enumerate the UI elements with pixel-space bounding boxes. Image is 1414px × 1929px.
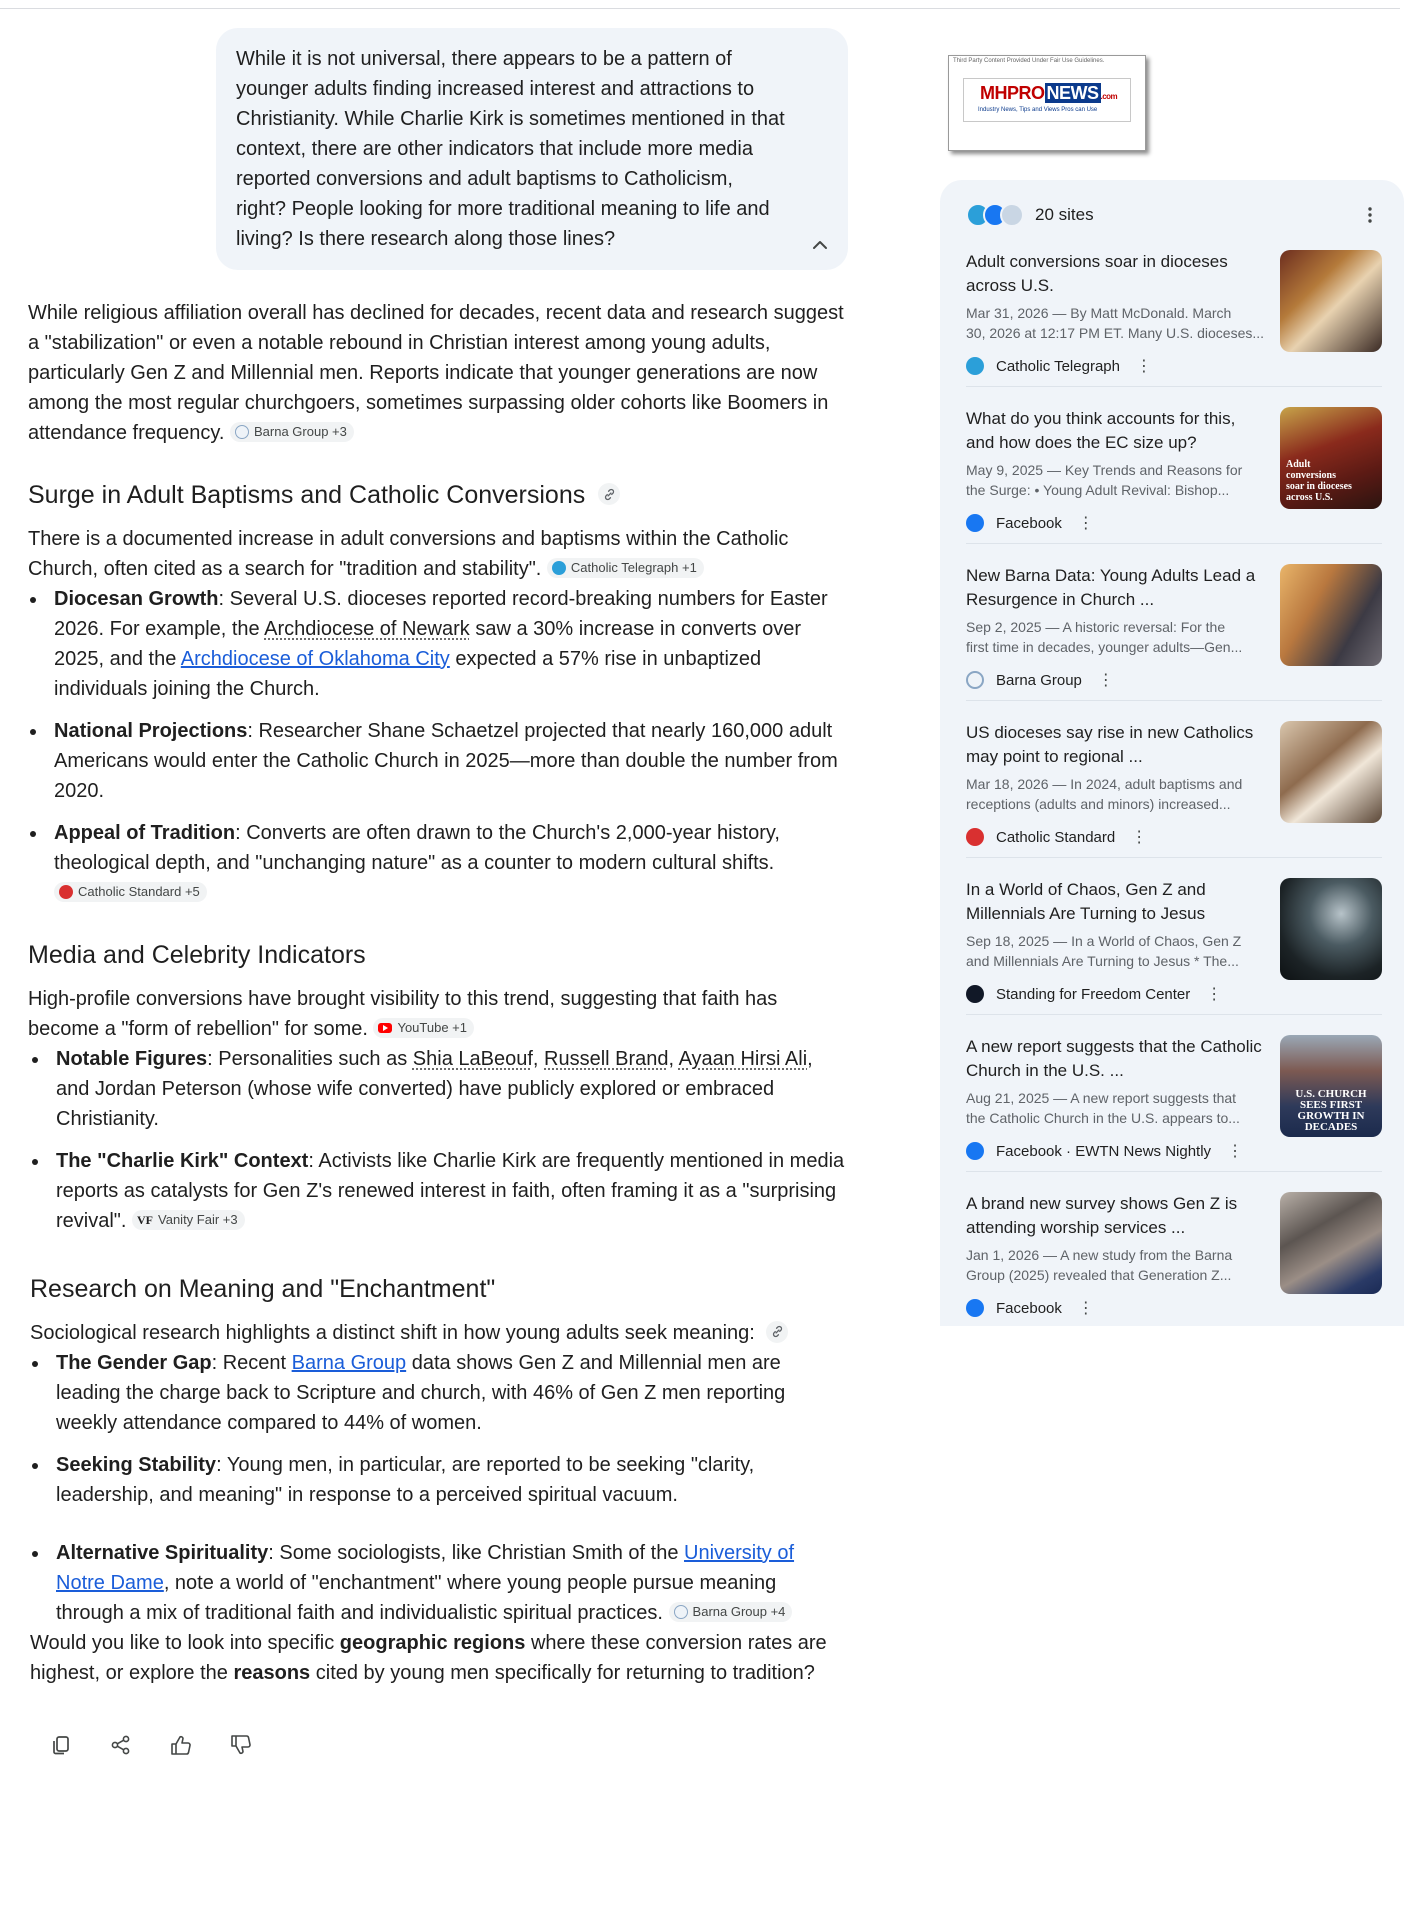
- source-card-meta: [966, 1141, 1243, 1161]
- thumbs-down-icon[interactable]: [226, 1730, 256, 1760]
- thumbnail-caption: Adult conversions soar in dioceses across U.S.: [1286, 459, 1352, 503]
- source-card-meta: [966, 827, 1147, 847]
- source-chip-label: Catholic Standard +5: [78, 883, 200, 899]
- closing-text: where these conversion rates are highest, or explore the: [30, 1632, 827, 1684]
- section-heading-media: Media and Celebrity Indicators: [28, 941, 366, 969]
- source-name: Facebook: [996, 1299, 1062, 1317]
- list-item: [28, 818, 848, 908]
- source-name: Barna Group: [996, 671, 1082, 689]
- source-card-snippet: [966, 774, 1266, 814]
- snippet-line: Mar 31, 2026 — By Matt McDonald. March: [966, 305, 1232, 321]
- intro-paragraph: [28, 298, 848, 448]
- source-favicon-stack: [966, 203, 1017, 227]
- link-shia-labeouf[interactable]: Shia LaBeouf: [412, 1048, 533, 1070]
- user-query-bubble: [216, 28, 848, 270]
- snippet-line: the Catholic Church in the U.S. appears to...: [966, 1110, 1240, 1126]
- thumbs-up-icon[interactable]: [166, 1730, 196, 1760]
- source-card-snippet: [966, 931, 1266, 971]
- sources-panel: [940, 180, 1404, 1326]
- bullet-text: saw a 30% increase in converts over 2025, and the: [54, 618, 802, 670]
- source-card-meta: [966, 513, 1094, 533]
- source-cards: [966, 230, 1382, 1329]
- list-item: [28, 584, 848, 704]
- bullet-text: : Researcher Shane Schaetzel projected that nearly 160,000 adult Americans would enter the Catholic Church in 2025—more than double the number from 2020.: [54, 720, 838, 802]
- snippet-line: the Surge: • Young Adult Revival: Bishop...: [966, 482, 1230, 498]
- link-icon[interactable]: [598, 483, 620, 505]
- list-item: [30, 1538, 848, 1628]
- link-russell-brand[interactable]: Russell Brand: [544, 1048, 669, 1070]
- list-item: [30, 1044, 848, 1134]
- bullet-text: data shows Gen Z and Millennial men are leading the charge back to Scripture and church, with 46% of Gen Z men reporting weekly attendance compared to 44% of women.: [56, 1352, 786, 1434]
- closing-bold: geographic regions: [339, 1632, 526, 1654]
- bullet-text: : Recent: [211, 1352, 292, 1374]
- top-divider: [0, 8, 1400, 9]
- link-icon[interactable]: [766, 1321, 788, 1343]
- bullet-label: Diocesan Growth: [54, 588, 219, 610]
- source-thumbnail: [1280, 407, 1382, 509]
- link-archdiocese-newark[interactable]: Archdiocese of Newark: [264, 618, 470, 640]
- user-query-text: While it is not universal, there appears to be a pattern of younger adults finding increased interest and attractions to Christianity. While Charlie Kirk is sometimes mentioned in that context, there are other indicators that include more media reported conversions and adult baptisms to Catholicism, right? People looking for more traditional meaning to life and living? Is there research along those lines?: [236, 48, 785, 250]
- source-name: Standing for Freedom Center: [996, 985, 1191, 1003]
- source-name: Catholic Telegraph: [996, 357, 1120, 375]
- source-chip-vanity-fair[interactable]: [132, 1210, 245, 1230]
- logo-com: .com: [1100, 92, 1118, 101]
- ai-answer: [28, 298, 848, 1760]
- more-vert-icon[interactable]: ⋮: [1135, 358, 1152, 375]
- snippet-line: Sep 18, 2025 — In a World of Chaos, Gen Z: [966, 933, 1242, 949]
- list-item: [30, 1146, 848, 1236]
- source-card[interactable]: [966, 544, 1382, 701]
- source-card-title: A brand new survey shows Gen Z is attending worship services ...: [966, 1194, 1238, 1237]
- snippet-line: and Millennials Are Turning to Jesus * The...: [966, 953, 1239, 969]
- source-thumbnail: [1280, 1192, 1382, 1294]
- standing-for-freedom-favicon-icon: [966, 985, 984, 1003]
- copy-icon[interactable]: [46, 1730, 76, 1760]
- mhpronews-logo-ad: [948, 55, 1146, 151]
- more-vert-icon[interactable]: ⋮: [1227, 1143, 1244, 1160]
- source-chip-barna[interactable]: [669, 1602, 793, 1622]
- barna-favicon-icon: [235, 425, 249, 439]
- source-card-snippet: [966, 617, 1266, 657]
- closing-bold: reasons: [233, 1662, 311, 1684]
- bullet-text: ,: [532, 1048, 545, 1070]
- catholic-standard-favicon-icon: [966, 828, 984, 846]
- source-card-snippet: [966, 1245, 1266, 1285]
- logo-mh: MHPRO: [980, 83, 1045, 103]
- thumbnail-caption: U.S. CHURCH SEES FIRST GROWTH IN DECADES: [1295, 1088, 1367, 1133]
- source-card-title: New Barna Data: Young Adults Lead a Resurgence in Church ...: [966, 566, 1256, 609]
- mhpronews-logo: [963, 78, 1131, 122]
- source-card-snippet: [966, 1088, 1266, 1128]
- source-card-meta: [966, 356, 1152, 376]
- more-vert-icon[interactable]: ⋮: [1206, 986, 1223, 1003]
- closing-text: Would you like to look into specific: [30, 1632, 340, 1654]
- source-chip-label: Barna Group +3: [254, 423, 347, 439]
- bullet-label: The "Charlie Kirk" Context: [56, 1150, 309, 1172]
- section-heading-text: Surge in Adult Baptisms and Catholic Conversions: [28, 481, 586, 509]
- source-card-title: In a World of Chaos, Gen Z and Millennials Are Turning to Jesus: [966, 880, 1206, 923]
- sources-count: 20 sites: [1035, 205, 1094, 224]
- source-card[interactable]: [966, 1015, 1382, 1172]
- link-ayaan-hirsi-ali[interactable]: Ayaan Hirsi Ali: [678, 1048, 808, 1070]
- bullet-label: Alternative Spirituality: [56, 1542, 269, 1564]
- section-heading-research: Research on Meaning and "Enchantment": [30, 1275, 496, 1303]
- snippet-line: Sep 2, 2025 — A historic reversal: For the: [966, 619, 1226, 635]
- chevron-up-icon[interactable]: [810, 234, 830, 254]
- section3-lead: [28, 1318, 848, 1348]
- bullet-text: expected a 57% rise in unbaptized individuals joining the Church.: [54, 648, 762, 700]
- source-thumbnail: [1280, 878, 1382, 980]
- section1-lead-text: There is a documented increase in adult conversions and baptisms within the Catholic Church, often cited as a search for "tradition and stability".: [28, 528, 789, 580]
- section2-lead: [28, 984, 848, 1044]
- snippet-line: receptions (adults and minors) increased...: [966, 796, 1231, 812]
- more-vert-icon[interactable]: [1358, 203, 1382, 227]
- bullet-text: : Converts are often drawn to the Church's 2,000-year history, theological depth, and "unchanging nature" as a counter to modern cultural shifts.: [54, 822, 780, 874]
- source-thumbnail: [1280, 250, 1382, 352]
- source-chip-catholic-telegraph[interactable]: [547, 558, 704, 578]
- answer-column: [28, 28, 848, 1760]
- bullet-label: National Projections: [54, 720, 248, 742]
- ad-fine-print: Third Party Content Provided Under Fair Use Guidelines.: [953, 58, 1105, 64]
- link-archdiocese-oklahoma-city[interactable]: Archdiocese of Oklahoma City: [180, 648, 450, 670]
- bullet-text: : Some sociologists, like Christian Smith of the: [268, 1542, 685, 1564]
- section2-list: [28, 1044, 848, 1236]
- source-card-meta: [966, 670, 1114, 690]
- bullet-text: : Young men, in particular, are reported to be seeking "clarity, leadership, and meaning" in response to a perceived spiritual vacuum.: [56, 1454, 755, 1506]
- section1-lead: [28, 524, 848, 584]
- source-card-title: What do you think accounts for this, and how does the EC size up?: [966, 409, 1236, 452]
- bullet-text: : Several U.S. dioceses reported record-breaking numbers for Easter 2026. For example, the: [54, 588, 828, 640]
- link-barna-group[interactable]: Barna Group: [291, 1352, 407, 1374]
- snippet-line: 30, 2026 at 12:17 PM ET. Many U.S. dioceses...: [966, 325, 1265, 341]
- bullet-text: : Personalities such as: [207, 1048, 413, 1070]
- intro-text: While religious affiliation overall has declined for decades, recent data and research suggest a "stabilization" or even a notable rebound in Christian interest among young adults, particularly Gen Z and Millennial men. Reports indicate that younger generations are now among the most regular churchgoers, sometimes surpassing older cohorts like Boomers in attendance frequency.: [28, 302, 844, 444]
- source-thumbnail: [1280, 1035, 1382, 1137]
- section3-list: [28, 1348, 848, 1628]
- more-vert-icon[interactable]: ⋮: [1077, 1300, 1094, 1317]
- source-card[interactable]: [966, 387, 1382, 544]
- more-vert-icon[interactable]: ⋮: [1097, 672, 1114, 689]
- snippet-line: May 9, 2025 — Key Trends and Reasons for: [966, 462, 1243, 478]
- source-name: Facebook · EWTN News Nightly: [996, 1142, 1212, 1160]
- source-chip-catholic-standard[interactable]: [54, 882, 207, 902]
- source-name: Facebook: [996, 514, 1062, 532]
- bullet-label: The Gender Gap: [56, 1352, 212, 1374]
- snippet-line: Mar 18, 2026 — In 2024, adult baptisms and: [966, 776, 1243, 792]
- source-card[interactable]: [966, 1172, 1382, 1329]
- closing-paragraph: [28, 1628, 848, 1688]
- source-chip-label: Barna Group +4: [692, 1603, 786, 1619]
- catholic-telegraph-favicon-icon: [552, 561, 566, 575]
- section2-lead-text: High-profile conversions have brought visibility to this trend, suggesting that faith has become a "form of rebellion" for some.: [28, 988, 778, 1040]
- source-card-title: A new report suggests that the Catholic Church in the U.S. ...: [966, 1037, 1262, 1080]
- barna-favicon-icon: [966, 671, 984, 689]
- source-thumbnail: [1280, 721, 1382, 823]
- list-item: [28, 716, 848, 806]
- logo-news: NEWS: [1046, 83, 1099, 103]
- source-card-snippet: [966, 303, 1266, 343]
- source-chip-label: Catholic Telegraph +1: [570, 559, 697, 575]
- share-icon[interactable]: [106, 1730, 136, 1760]
- vanity-fair-icon: VF: [137, 1212, 154, 1227]
- source-card-meta: [966, 984, 1222, 1004]
- source-chip-youtube[interactable]: [373, 1018, 474, 1038]
- barna-favicon-icon: [1000, 203, 1024, 227]
- sources-header: [966, 200, 1382, 230]
- snippet-line: first time in decades, younger adults—Gen...: [966, 639, 1243, 655]
- source-card-title: US dioceses say rise in new Catholics may point to regional ...: [966, 723, 1254, 766]
- facebook-favicon-icon: [966, 514, 984, 532]
- source-chip-barna[interactable]: [230, 422, 354, 442]
- bullet-label: Notable Figures: [56, 1048, 208, 1070]
- list-item: [30, 1348, 848, 1438]
- youtube-icon: [378, 1023, 392, 1033]
- bullet-label: Appeal of Tradition: [54, 822, 236, 844]
- barna-favicon-icon: [674, 1605, 688, 1619]
- source-card[interactable]: [966, 230, 1382, 387]
- source-chip-label: Vanity Fair +3: [158, 1211, 238, 1227]
- more-vert-icon[interactable]: ⋮: [1131, 829, 1148, 846]
- source-card-meta: [966, 1298, 1094, 1318]
- list-item: [30, 1450, 848, 1510]
- catholic-standard-favicon-icon: [59, 885, 73, 899]
- closing-text: cited by young men specifically for returning to tradition?: [310, 1662, 815, 1684]
- catholic-telegraph-favicon-icon: [966, 357, 984, 375]
- section3-lead-text: Sociological research highlights a distinct shift in how young adults seek meaning:: [30, 1322, 755, 1344]
- response-actions: [28, 1730, 848, 1760]
- bullet-text: , note a world of "enchantment" where young people pursue meaning through a mix of traditional faith and individualistic spiritual practices.: [56, 1572, 777, 1624]
- source-card-title: Adult conversions soar in dioceses across U.S.: [966, 252, 1228, 295]
- bullet-label: Seeking Stability: [56, 1454, 217, 1476]
- source-name: Catholic Standard: [996, 828, 1116, 846]
- bullet-text: : Activists like Charlie Kirk are frequently mentioned in media reports as catalysts for Gen Z's renewed interest in faith, often framing it as a "surprising revival".: [56, 1150, 845, 1232]
- source-chip-label: YouTube +1: [397, 1019, 467, 1035]
- logo-tagline: Industry News, Tips and Views Pros can Use: [978, 107, 1098, 113]
- logo-wordmark: [980, 83, 1117, 104]
- bullet-text: ,: [668, 1048, 679, 1070]
- link-university-notre-dame[interactable]: University of Notre Dame: [56, 1542, 795, 1594]
- snippet-line: Group (2025) revealed that Generation Z...: [966, 1267, 1232, 1283]
- facebook-favicon-icon: [966, 1142, 984, 1160]
- source-card[interactable]: [966, 701, 1382, 858]
- section-heading-baptisms: [28, 478, 848, 512]
- source-card[interactable]: [966, 858, 1382, 1015]
- facebook-favicon-icon: [966, 1299, 984, 1317]
- snippet-line: Aug 21, 2025 — A new report suggests that: [966, 1090, 1237, 1106]
- more-vert-icon[interactable]: ⋮: [1077, 515, 1094, 532]
- source-card-snippet: [966, 460, 1266, 500]
- section1-list: [28, 584, 848, 908]
- source-thumbnail: [1280, 564, 1382, 666]
- snippet-line: Jan 1, 2026 — A new study from the Barna: [966, 1247, 1233, 1263]
- bullet-text: , and Jordan Peterson (whose wife converted) have publicly explored or embraced Christianity.: [56, 1048, 813, 1130]
